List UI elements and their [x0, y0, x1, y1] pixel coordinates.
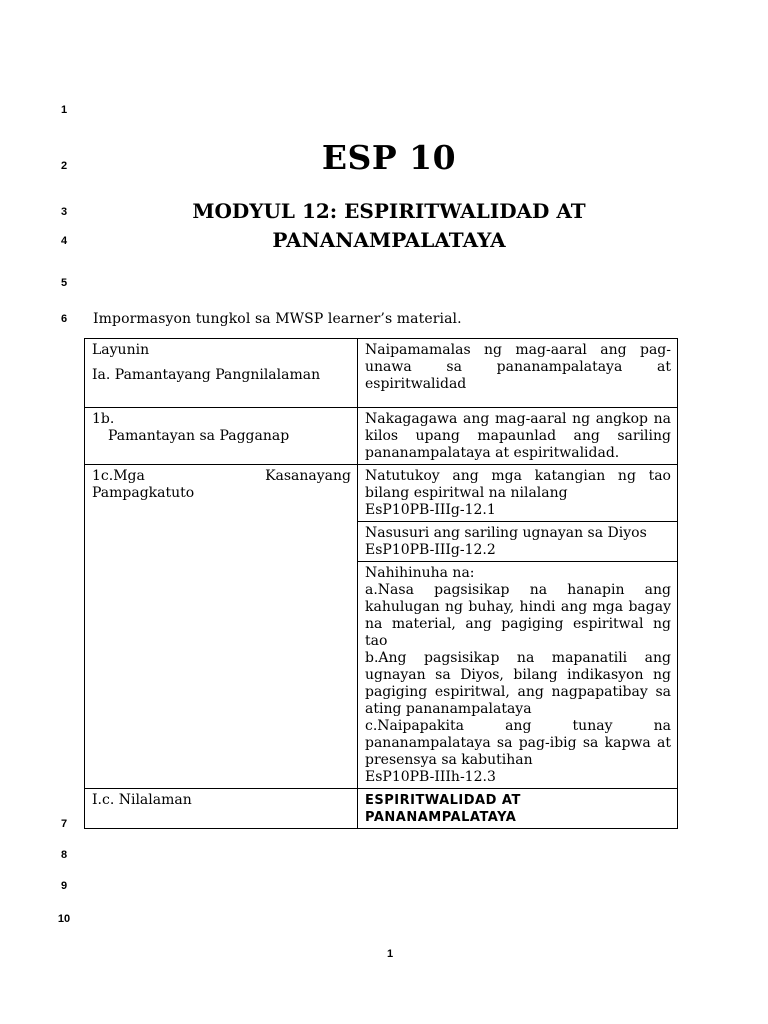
competency-1-code: EsP10PB-IIIg-12.1	[365, 502, 496, 518]
table-cell-competencies-label	[85, 465, 358, 789]
table-row-standards	[85, 339, 678, 408]
line-number-9: 9	[60, 880, 68, 892]
objectives-table	[84, 338, 678, 829]
line-number-4: 4	[60, 235, 68, 247]
performance-standard-text: Nakagagawa ang mag-aaral ng angkop na kilos upang mapaunlad ang sariling pananampalataya at espiritwalidad.	[358, 408, 678, 465]
performance-code: 1b.	[92, 411, 115, 427]
competency-3-item-c: c.Naipapakita ang tunay na pananampalataya sa pag-ibig sa kapwa at presensya sa kabutihan	[365, 718, 671, 768]
table-row-content	[85, 789, 678, 829]
content-standard-label: Ia. Pamantayang Pangnilalaman	[92, 367, 321, 383]
competencies-label-part1: 1c.Mga	[92, 468, 145, 484]
line-number-8: 8	[60, 849, 68, 861]
performance-standard-label: Pamantayan sa Pagganap	[108, 428, 290, 444]
line-number-7: 7	[60, 818, 68, 830]
competencies-label-part3: Pampagkatuto	[92, 485, 195, 501]
line-number-6: 6	[60, 313, 68, 325]
table-row-performance	[85, 408, 678, 465]
table-cell-performance-label	[85, 408, 358, 465]
line-number-1: 1	[60, 104, 68, 116]
module-title-line-2: PANANAMPALATAYA	[272, 228, 506, 252]
layunin-heading: Layunin	[92, 342, 150, 358]
line-number-3: 3	[60, 206, 68, 218]
line-number-5: 5	[60, 277, 68, 289]
competency-1-cell	[358, 465, 678, 522]
competencies-label-part2: Kasanayang	[265, 468, 351, 484]
page-number: 1	[386, 948, 394, 960]
competency-3-item-b: b.Ang pagsisikap na mapanatili ang ugnayan sa Diyos, bilang indikasyon ng pagiging espiritwal, ang nagpapatibay sa ating pananampalataya	[365, 650, 671, 717]
competency-3-intro: Nahihinuha na:	[365, 565, 475, 581]
competency-2-cell	[358, 522, 678, 562]
competency-2-code: EsP10PB-IIIg-12.2	[365, 542, 496, 558]
content-title: ESPIRITWALIDAD AT PANANAMPALATAYA	[358, 789, 678, 829]
table-row-competency-1	[85, 465, 678, 522]
content-standard-text: Naipamamalas ng mag-aaral ang pag-unawa sa pananampalataya at espiritwalidad	[358, 339, 678, 408]
competency-3-code: EsP10PB-IIIh-12.3	[365, 769, 496, 785]
page-title: ESP 10	[321, 138, 457, 177]
line-number-2: 2	[60, 160, 68, 172]
intro-text: Impormasyon tungkol sa MWSP learner’s material.	[93, 311, 462, 327]
table-cell-layunin	[85, 339, 358, 408]
competency-2-text: Nasusuri ang sariling ugnayan sa Diyos	[365, 525, 647, 541]
module-title-line-1: MODYUL 12: ESPIRITWALIDAD AT	[192, 199, 586, 223]
competency-3-cell	[358, 562, 678, 789]
competency-1-text: Natutukoy ang mga katangian ng tao bilang espiritwal na nilalang	[365, 468, 671, 501]
content-label: I.c. Nilalaman	[85, 789, 358, 829]
competency-3-item-a: a.Nasa pagsisikap na hanapin ang kahulugan ng buhay, hindi ang mga bagay na material, ang pagiging espiritwal ng tao	[365, 582, 671, 649]
line-number-10: 10	[57, 913, 71, 925]
